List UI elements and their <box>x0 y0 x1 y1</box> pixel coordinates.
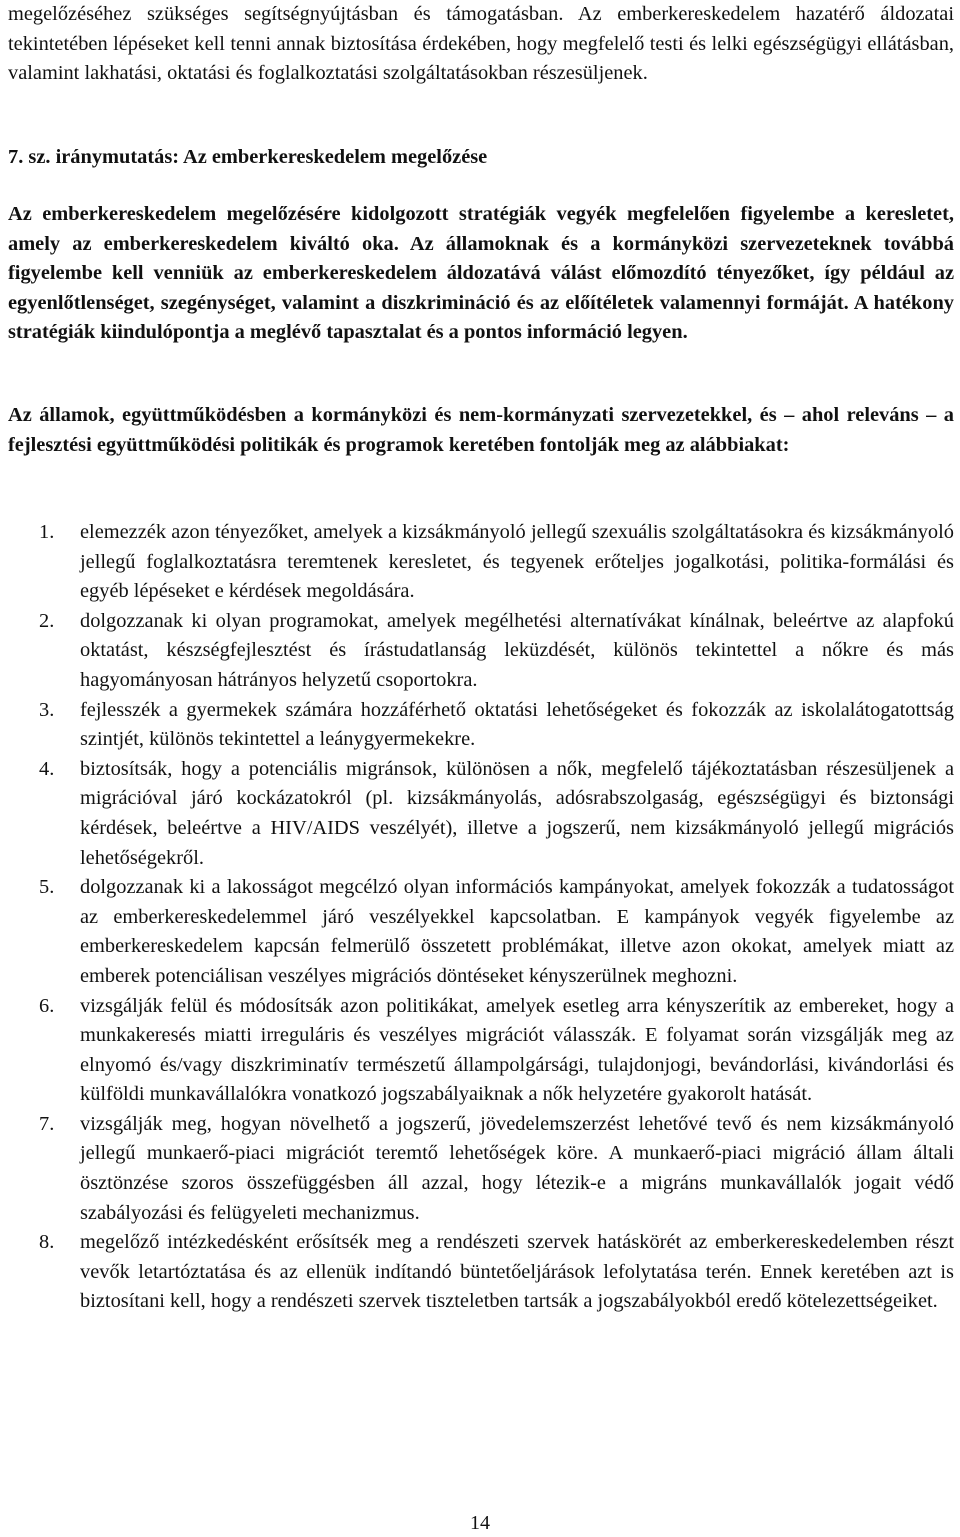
list-item-text: biztosítsák, hogy a potenciális migránsok, különösen a nők, megfelelő tájékoztatásban részesüljenek a migrációval járó kockázatokról (pl. kizsákmányolás, adósrabszolgaság, egészségügyi és biztonsági kérdések, beleértve a HIV/AIDS veszélyét), illetve a jogszerű, nem kizsákmányoló jellegű migrációs lehetőségekről. <box>80 757 954 869</box>
list-item-number: 6. <box>39 994 55 1017</box>
list-item-text: fejlesszék a gyermekek számára hozzáférhető oktatási lehetőségeket és fokozzák az iskolalátogatottság szintjét, különös tekintettel a leánygyermekekre. <box>80 698 954 751</box>
list-item-number: 8. <box>39 1231 55 1254</box>
list-item-text: megelőző intézkedésként erősítsék meg a rendészeti szervek hatáskörét az emberkereskedelemben részt vevők letartóztatása és az ellenük indítandó büntetőeljárások lefolytatása terén. Ennek keretében azt is biztosítani kell, hogy a rendészeti szervek tiszteletben tartsák a jogszabályokból eredő kötelezettségeiket. <box>80 1231 954 1313</box>
list-item-number: 5. <box>39 876 55 899</box>
list-item-text: dolgozzanak ki olyan programokat, amelyek megélhetési alternatívákat kínálnak, beleértve az alapfokú oktatást, készségfejlesztést és írástudatlanság leküzdését, különös tekintettel a nőkre és más hagyományosan hátrányos helyzetű csoportokra. <box>80 609 954 691</box>
numbered-list <box>0 518 954 1317</box>
list-item-text: vizsgálják felül és módosítsák azon politikákat, amelyek esetleg arra kényszerítik az embereket, hogy a munkakeresés miatti irreguláris és veszélyes migrációt válasszák. E folyamat során vizsgálják meg az elnyomó és/vagy diszkriminatív természetű állampolgársági, tulajdonjogi, bevándorlási, kivándorlási és külföldi munkavállalókra vonatkozó jogszabályaiknak a nők helyzetére gyakorolt hatását. <box>80 994 954 1106</box>
list-item <box>0 992 954 1110</box>
list-item <box>0 873 954 991</box>
bold-paragraph-states: Az államok, együttműködésben a kormányközi és nem-kormányzati szervezetekkel, és – ahol releváns – a fejlesztési együttműködési politikák és programok keretében fontolják meg az alábbiakat: <box>8 404 954 456</box>
bold-paragraph-demand: Az emberkereskedelem megelőzésére kidolgozott stratégiák vegyék megfelelően figyelembe a keresletet, amely az emberkereskedelem kiváltó oka. Az államoknak és a kormányközi szervezeteknek továbbá figyelembe kell venniük az emberkereskedelem áldozatává válást előmozdító tényezőket, így például az egyenlőtlenséget, szegénységet, valamint a diszkrimináció és az előítéletek valamennyi formáját. A hatékony stratégiák kiindulópontja a meglévő tapasztalat és a pontos információ legyen. <box>8 203 954 344</box>
page-number: 14 <box>470 1512 490 1534</box>
list-item <box>0 518 954 607</box>
list-item-number: 4. <box>39 757 55 780</box>
list-item <box>0 607 954 696</box>
list-item <box>0 755 954 873</box>
list-item-text: vizsgálják meg, hogyan növelhető a jogszerű, jövedelemszerzést lehetővé tevő és nem kizsákmányoló jellegű munkaerő-piaci migrációt teremtő lehetőségek köre. A munkaerő-piaci migráció állam általi ösztönzése szoros összefüggésben áll azzal, hogy létezik-e a migráns munkavállalók jogait védő szabályozási és felügyeleti mechanizmus. <box>80 1112 954 1224</box>
intro-paragraph: megelőzéséhez szükséges segítségnyújtásban és támogatásban. Az emberkereskedelem hazatérő áldozatai tekintetében lépéseket kell tenni annak biztosítása érdekében, hogy megfelelő testi és lelki egészségügyi ellátásban, valamint lakhatási, oktatási és foglalkoztatási szolgáltatásokban részesüljenek. <box>8 3 954 85</box>
list-item <box>0 1228 954 1317</box>
list-item-text: dolgozzanak ki a lakosságot megcélzó olyan információs kampányokat, amelyek fokozzák a tudatosságot az emberkereskedelemmel járó veszélyekkel kapcsolatban. E kampányok vegyék figyelembe az emberkereskedelem kapcsán felmerülő összetett problémákat, illetve azon okokat, amelyek miatt az emberek potenciálisan veszélyes migrációs döntéseket kényszerülnek meghozni. <box>80 876 954 987</box>
list-item-number: 2. <box>39 609 55 632</box>
list-item-number: 7. <box>39 1112 55 1135</box>
list-item-number: 1. <box>39 521 55 543</box>
section-heading: 7. sz. iránymutatás: Az emberkereskedelem megelőzése <box>8 146 488 168</box>
list-item-number: 3. <box>39 698 55 721</box>
list-item-text: elemezzék azon tényezőket, amelyek a kizsákmányoló jellegű szexuális szolgáltatásokra és kizsákmányoló jellegű foglalkoztatásra teremtenek keresletet, és tegyenek erőteljes jogalkotási, politika-formálási és egyéb lépéseket e kérdések megoldására. <box>80 521 954 603</box>
list-item <box>0 696 954 755</box>
list-item <box>0 1110 954 1228</box>
